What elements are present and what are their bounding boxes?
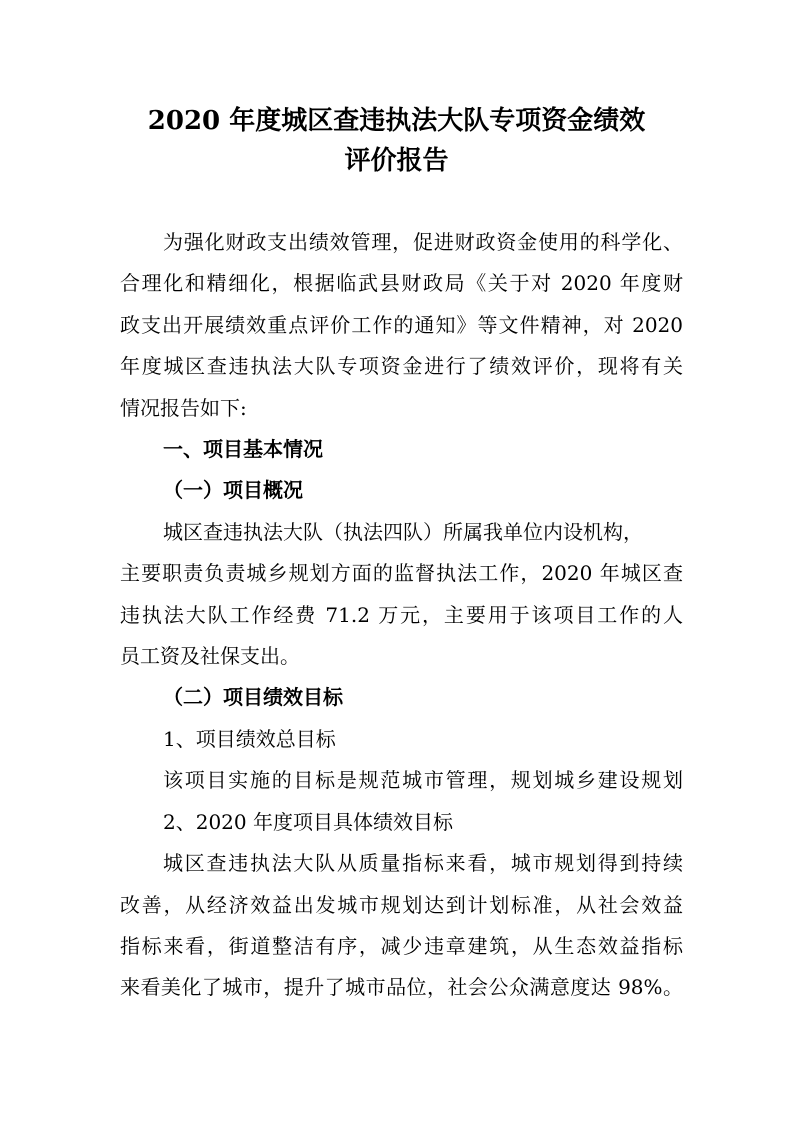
intro-paragraph <box>120 222 683 429</box>
title-line-2: 评价报告 <box>344 146 449 176</box>
intro-line: 为强化财政支出绩效管理，促进财政资金使用的科学化、 <box>163 230 683 254</box>
specific-goals-line: 城区查违执法大队从质量指标来看，城市规划得到持续 <box>163 851 683 876</box>
overview-line: 员工资及社保支出。 <box>120 644 300 669</box>
intro-line: 合理化和精细化，根据临武县财政局《关于对 2020 年度财 <box>120 271 683 296</box>
intro-line: 政支出开展绩效重点评价工作的通知》等文件精神，对 2020 <box>120 312 683 337</box>
goal-item-2-label: 2、2020 年度项目具体绩效目标 <box>163 809 453 834</box>
report-body <box>120 222 683 1009</box>
goal-item-1-label: 1、项目绩效总目标 <box>163 726 336 751</box>
overview-line: 主要职责负责城乡规划方面的监督执法工作，2020 年城区查 <box>120 561 683 586</box>
specific-goals-line: 改善，从经济效益出发城市规划达到计划标准，从社会效益 <box>120 892 683 917</box>
intro-line: 年度城区查违执法大队专项资金进行了绩效评价，现将有关 <box>120 354 683 379</box>
title-line-1: 2020 年度城区查违执法大队专项资金绩效 <box>147 106 646 136</box>
overview-line: 违执法大队工作经费 71.2 万元，主要用于该项目工作的人 <box>120 602 683 627</box>
subsection-heading-overview: （一）项目概况 <box>163 478 303 503</box>
goal-item-1-text: 该项目实施的目标是规范城市管理，规划城乡建设规划 <box>163 768 683 793</box>
overview-paragraph <box>120 512 683 678</box>
specific-goals-line: 指标来看，街道整洁有序，减少违章建筑，从生态效益指标 <box>120 933 683 958</box>
specific-goals-paragraph <box>120 843 683 1009</box>
specific-goals-line: 来看美化了城市，提升了城市品位，社会公众满意度达 98%。 <box>120 975 683 1000</box>
intro-line: 情况报告如下: <box>120 395 247 420</box>
overview-line: 城区查违执法大队（执法四队）所属我单位内设机构， <box>163 519 643 544</box>
report-title <box>0 101 793 181</box>
subsection-heading-performance-goals: （二）项目绩效目标 <box>163 685 343 710</box>
section-heading-basic-info: 一、项目基本情况 <box>163 437 323 462</box>
